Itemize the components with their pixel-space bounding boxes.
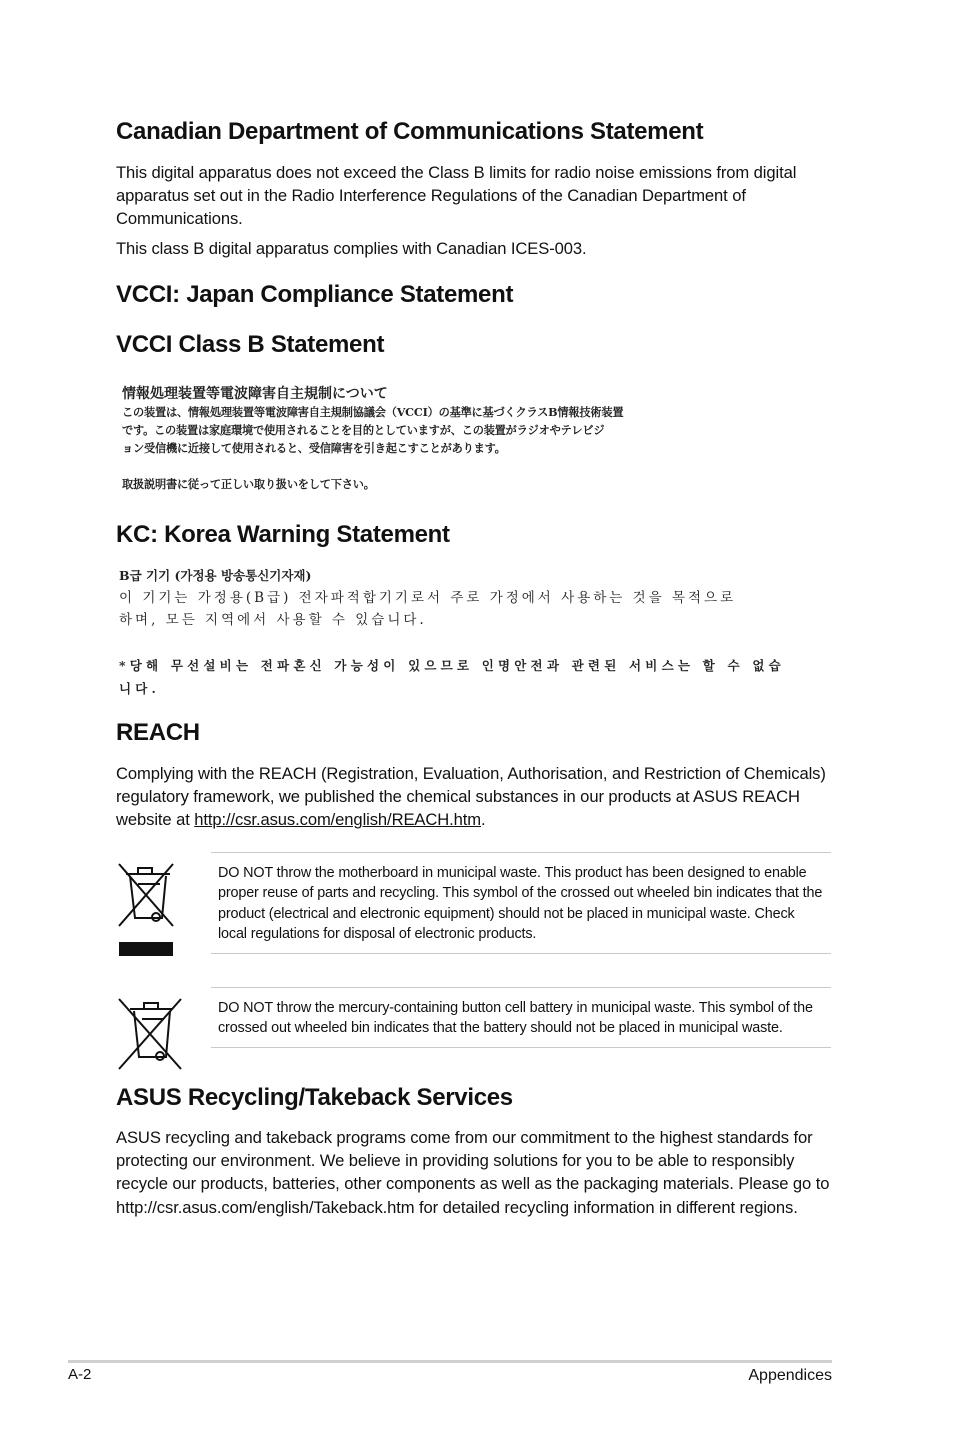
recycling-heading: ASUS Recycling/Takeback Services (116, 1084, 513, 1111)
reach-paragraph (116, 762, 832, 832)
footer-divider (68, 1360, 832, 1363)
vcci-subheading: VCCI Class B Statement (116, 331, 385, 358)
footer-section-name: Appendices (748, 1367, 832, 1384)
vcci-japanese-title: 情報処理装置等電波障害自主規制について (122, 386, 388, 402)
vcci-japanese-line-4: 取扱説明書に従って正しい取り扱いをして下さい。 (122, 477, 375, 491)
motherboard-disposal-text: DO NOT throw the motherboard in municipal waste. This product has been designed to enable proper reuse of parts and recycling. This symbol of the crossed out wheeled bin indicates that the product (electrical and electronic equipment) should not be placed in municipal waste. Check local regulations for disposal of electronic products. (218, 865, 823, 943)
reach-paragraph-text: Complying with the REACH (Registration, Evaluation, Authorisation, and Restriction of Chemicals) regulatory framework, we published the chemical substances in our products at ASUS REACH website at (116, 764, 826, 830)
vcci-japanese-line-3: ョン受信機に近接して使用されると、受信障害を引き起こすことがあります。 (122, 441, 506, 455)
crossed-out-wheeled-bin-icon (116, 860, 176, 958)
vcci-japanese-line-2: です。この装置は家庭環境で使用されることを目的としていますが、この装置がラジオやテレビジ (122, 423, 605, 437)
kc-korean-title: B급 기기 (가정용 방송통신기자재) (119, 568, 312, 583)
kc-heading: KC: Korea Warning Statement (116, 521, 450, 548)
canadian-heading: Canadian Department of Communications Statement (116, 118, 704, 145)
motherboard-disposal-notice (211, 852, 831, 954)
recycling-paragraph: ASUS recycling and takeback programs come from our commitment to the highest standards for protecting our environment. We believe in providing solutions for you to be able to responsibly recycle our products, batteries, other components as well as the packaging materials. Please go to http://csr.asus.com/english/Takeback.htm for detailed recycling information in different regions. (116, 1128, 830, 1217)
reach-website-link[interactable]: http://csr.asus.com/english/REACH.htm (194, 810, 482, 830)
kc-korean-warning-line-1: *당해 무선설비는 전파혼신 가능성이 있으므로 인명안전과 관련된 서비스는 할 수 없습 (119, 658, 785, 673)
battery-disposal-text: DO NOT throw the mercury-containing button cell battery in municipal waste. This symbol of the crossed out wheeled bin indicates that the battery should not be placed in municipal waste. (218, 1000, 813, 1037)
kc-korean-line-1: 이 기기는 가정용(B급) 전자파적합기기로서 주로 가정에서 사용하는 것을 목적으로 (119, 590, 737, 606)
reach-heading: REACH (116, 719, 200, 746)
battery-disposal-notice (211, 987, 831, 1048)
vcci-heading: VCCI: Japan Compliance Statement (116, 281, 514, 308)
kc-korean-warning-line-2: 니다. (119, 681, 161, 696)
canadian-paragraph-1: This digital apparatus does not exceed the Class B limits for radio noise emissions from digital apparatus set out in the Radio Interference Regulations of the Canadian Department of Communications. (116, 163, 797, 229)
vcci-japanese-line-1: この装置は、情報処理装置等電波障害自主規制協議会（VCCI）の基準に基づくクラスB情報技術装置 (122, 405, 624, 419)
footer-page-number: A-2 (68, 1366, 92, 1383)
kc-korean-line-2: 하며, 모든 지역에서 사용할 수 있습니다. (119, 612, 427, 628)
reach-paragraph-end: . (481, 810, 486, 830)
canadian-paragraph-2: This class B digital apparatus complies with Canadian ICES-003. (116, 239, 587, 258)
crossed-out-wheeled-bin-battery-icon (116, 995, 184, 1073)
